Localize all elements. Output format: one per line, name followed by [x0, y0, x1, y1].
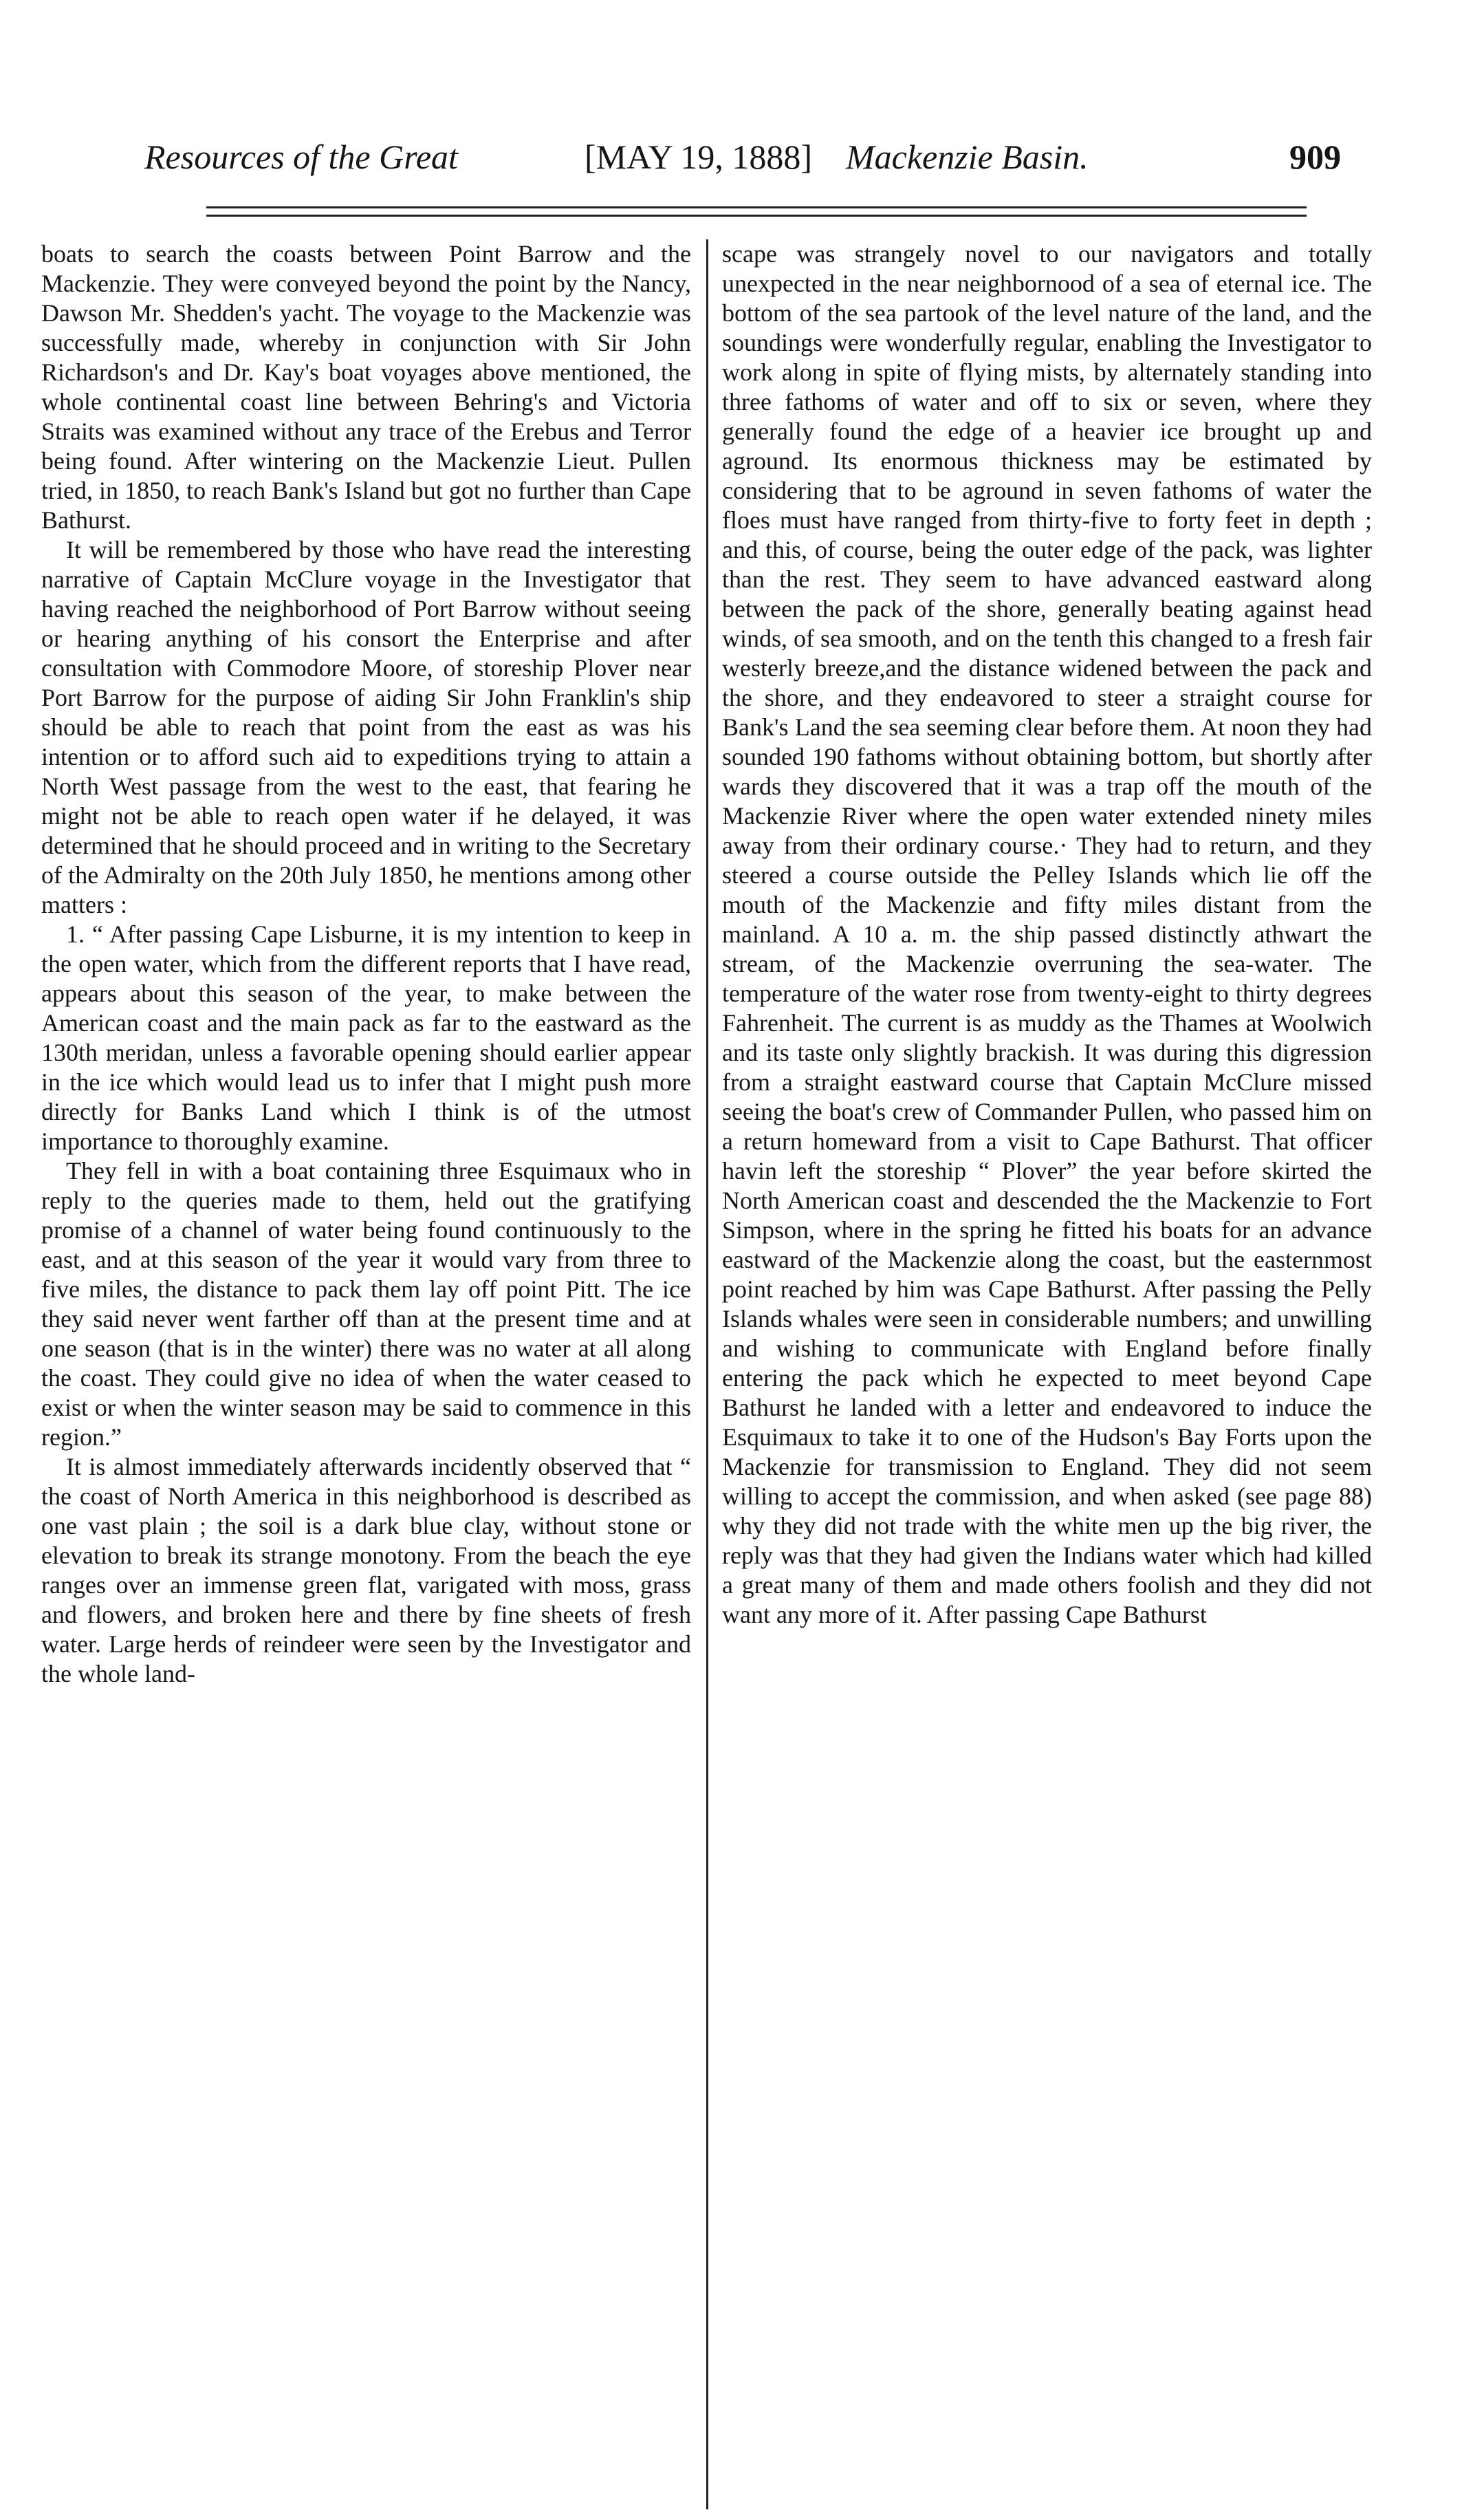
- paragraph: scape was strangely novel to our navigators and totally unexpected in the near neighbornood of a sea of eternal ice. The bottom of the sea partook of the level nature of the land, and the soundings were wonderfully regular, enabling the Investigator to work along in spite of flying mists, by alternately standing into three fathoms of water and off to six or seven, where they generally found the edge of a heavier ice brought up and aground. Its enormous thickness may be estimated by considering that to be aground in seven fathoms of water the floes must have ranged from thirty-five to forty feet in depth ; and this, of course, being the outer edge of the pack, was lighter than the rest. They seem to have advanced eastward along between the pack of the shore, generally beating against head winds, of sea smooth, and on the tenth this changed to a fresh fair westerly breeze,and the distance widened between the pack and the shore, and they endeavored to steer a straight course for Bank's Land the sea seeming clear before them. At noon they had sounded 190 fathoms without obtaining bottom, but shortly after wards they discovered that it was a trap off the mouth of the Mackenzie River where the open water extended ninety miles away from their ordinary course.· They had to return, and they steered a course outside the Pelley Islands which lie off the mouth of the Mackenzie and fifty miles distant from the mainland. A 10 a. m. the ship passed distinctly athwart the stream, of the Mackenzie overruning the sea-water. The temperature of the water rose from twenty-eight to thirty degrees Fahrenheit. The current is as muddy as the Thames at Woolwich and its taste only slightly brackish. It was during this digression from a straight eastward course that Captain McClure missed seeing the boat's crew of Commander Pullen, who passed him on a return homeward from a visit to Cape Bathurst. That officer havin left the storeship “ Plover” the year before skirted the North American coast and descended the the Mackenzie to Fort Simpson, where in the spring he fitted his boats for an advance eastward of the Mackenzie along the coast, but the easternmost point reached by him was Cape Bathurst. After passing the Pelly Islands whales were seen in considerable numbers; and unwilling and wishing to communicate with England before finally entering the pack which he expected to meet beyond Cape Bathurst he landed with a letter and endeavored to induce the Esquimaux to take it to one of the Hudson's Bay Forts upon the Mackenzie for transmission to England. They did not seem willing to accept the commission, and when asked (see page 88) why they did not trade with the white men up the big river, the reply was that they had given the Indians water which had killed a great many of them and made others foolish and they did not want any more of it. After passing Cape Bathurst: [722, 240, 1372, 1628]
- header-title-right: Mackenzie Basin.: [846, 138, 1089, 176]
- header-title-left: Resources of the Great: [144, 138, 458, 176]
- paragraph: It will be remembered by those who have read the interesting narrative of Captain McClure voyage in the Investigator that having reached the neighborhood of Port Barrow without seeing or hearing anything of his consort the Enterprise and after consultation with Commodore Moore, of storeship Plover near Port Barrow for the purpose of aiding Sir John Franklin's ship should be able to reach that point from the east as was his intention or to afford such aid to expeditions trying to attain a North West passage from the west to the east, that fearing he might not be able to reach open water if he delayed, it was determined that he should proceed and in writing to the Secretary of the Admiralty on the 20th July 1850, he mentions among other matters :: [41, 536, 691, 918]
- paragraph: They fell in with a boat containing three Esquimaux who in reply to the queries made to them, held out the gratifying promise of a channel of water being found continuously to the east, and at this season of the year it would vary from three to five miles, the distance to pack them lay off point Pitt. The ice they said never went farther off than at the present time and at one season (that is in the winter) there was no water at all along the coast. They could give no idea of when the water ceased to exist or when the winter season may be said to commence in this region.”: [41, 1157, 691, 1451]
- header-date: [MAY 19, 1888]: [585, 138, 813, 176]
- paragraph: It is almost immediately afterwards incidently observed that “ the coast of North America in this neighborhood is described as one vast plain ; the soil is a dark blue clay, without stone or elevation to break its strange monotony. From the beach the eye ranges over an immense green flat, varigated with moss, grass and flowers, and broken here and there by fine sheets of fresh water. Large herds of reindeer were seen by the Investigator and the whole land-: [41, 1453, 691, 1687]
- left-column: [41, 239, 691, 1689]
- running-header: [144, 129, 1341, 184]
- header-rule-bottom: [206, 215, 1307, 217]
- header-rule-top: [206, 206, 1307, 208]
- paragraph: 1. “ After passing Cape Lisburne, it is my intention to keep in the open water, which from the different reports that I have read, appears about this season of the year, to make between the American coast and the main pack as far to the eastward as the 130th meridan, unless a favorable opening should earlier appear in the ice which would lead us to infer that I might push more directly for Banks Land which I think is of the utmost importance to thoroughly examine.: [41, 920, 691, 1155]
- page-number: 909: [1289, 138, 1341, 176]
- right-column: [722, 239, 1372, 1630]
- column-divider: [706, 239, 708, 2509]
- paragraph: boats to search the coasts between Point Barrow and the Mackenzie. They were conveyed beyond the point by the Nancy, Dawson Mr. Shedden's yacht. The voyage to the Mackenzie was successfully made, whereby in conjunction with Sir John Richardson's and Dr. Kay's boat voyages above mentioned, the whole continental coast line between Behring's and Victoria Straits was examined without any trace of the Erebus and Terror being found. After wintering on the Mackenzie Lieut. Pullen tried, in 1850, to reach Bank's Island but got no further than Cape Bathurst.: [41, 240, 691, 534]
